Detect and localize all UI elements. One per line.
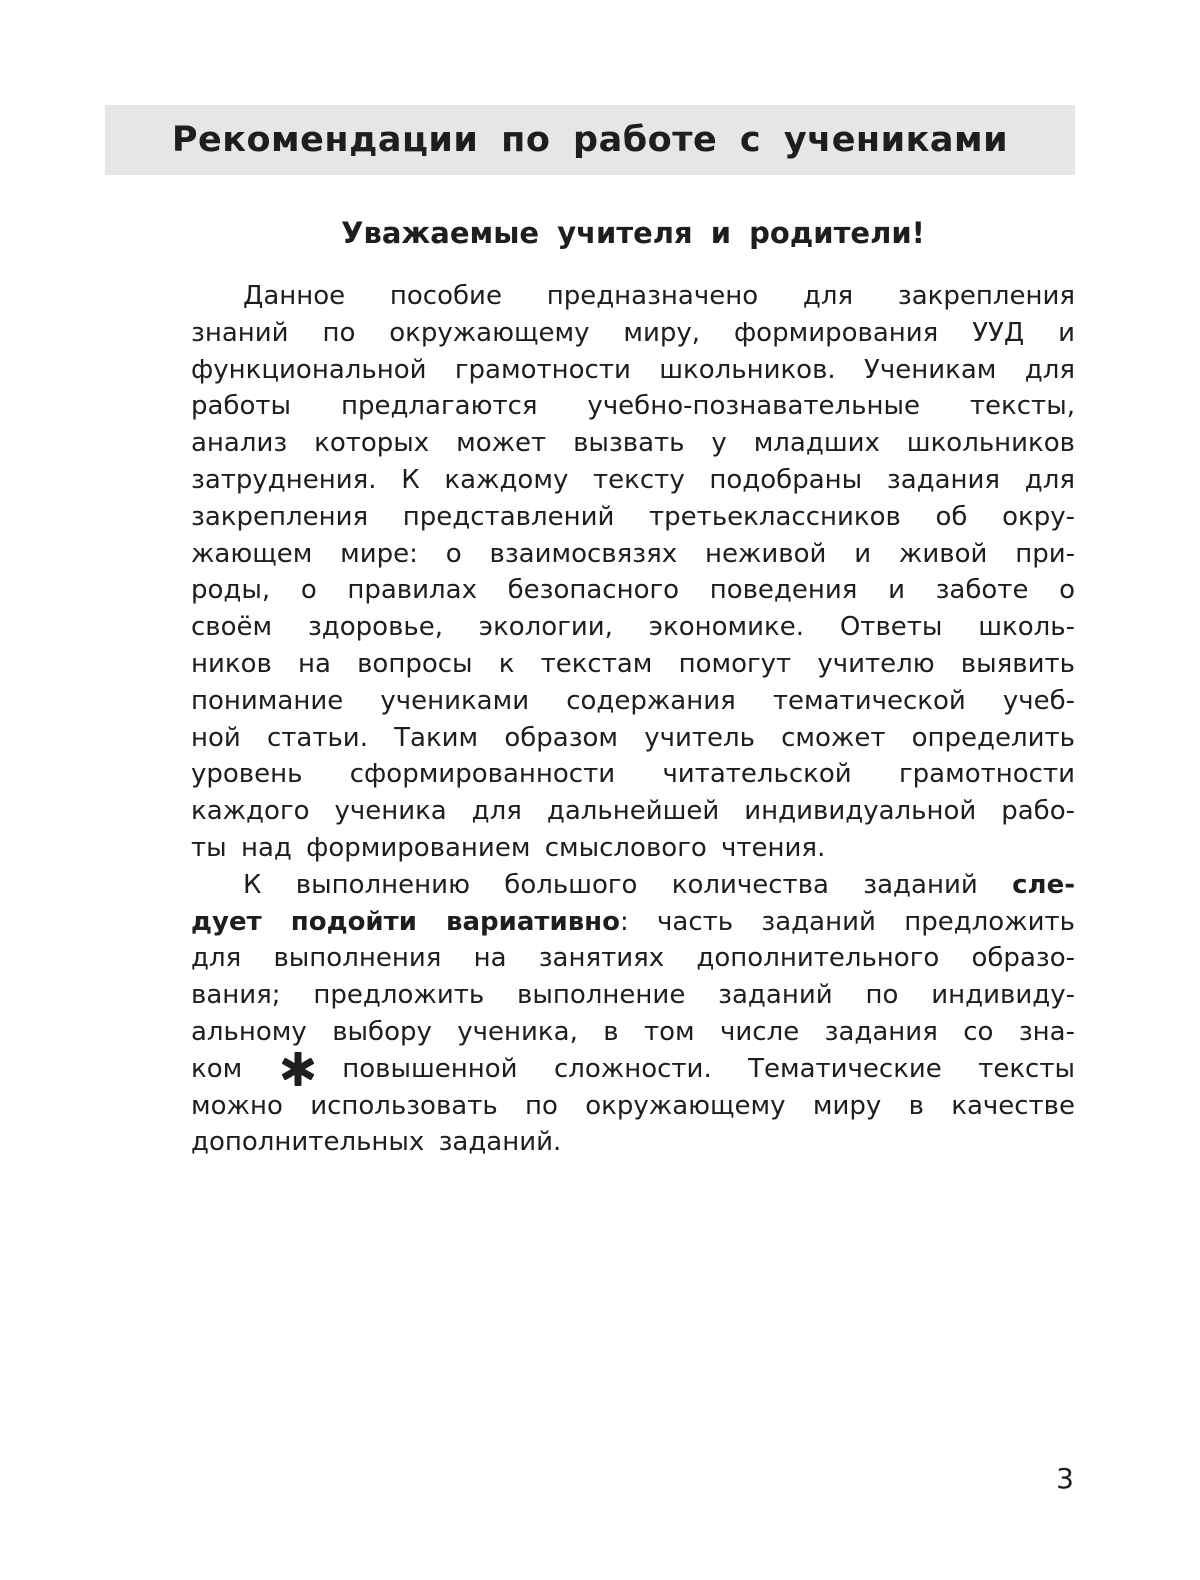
text-line: понимание учениками содержания тематической учеб- [191, 685, 1075, 716]
section-title: Рекомендации по работе с учениками [171, 120, 1009, 160]
text-line: вания; предложить выполнение заданий по индивиду- [191, 980, 1075, 1011]
text-line: жающем мире: о взаимосвязях неживой и живой при- [191, 538, 1075, 569]
text-fragment: повышенной сложности. Тематические тексты [342, 1053, 1075, 1084]
section-header [105, 105, 1075, 175]
text-line: уровень сформированности читательской грамотности [191, 759, 1075, 790]
text-line: каждого ученика для дальнейшей индивидуальной рабо- [191, 796, 1075, 827]
paragraph-recommendations [191, 867, 1075, 1161]
paragraph-intro [191, 278, 1075, 867]
page-number: 3 [1056, 1462, 1074, 1495]
text-line: своём здоровье, экологии, экономике. Ответы школь- [191, 612, 1075, 643]
text-line [191, 867, 1075, 904]
text-line: можно использовать по окружающему миру в качестве [191, 1090, 1075, 1121]
text-line: закрепления представлений третьеклассников об окру- [191, 501, 1075, 532]
text-line: дополнительных заданий. [191, 1127, 562, 1158]
text-line: ты над формированием смыслового чтения. [191, 832, 826, 863]
text-line: функциональной грамотности школьников. Ученикам для [191, 354, 1075, 385]
greeting-heading: Уважаемые учителя и родители! [341, 216, 925, 250]
text-line: альному выбору ученика, в том числе задания со зна- [191, 1016, 1075, 1047]
text-fragment: К выполнению большого количества заданий [243, 869, 1013, 900]
text-line: роды, о правилах безопасного поведения и заботе о [191, 575, 1075, 606]
text-line [191, 904, 1075, 941]
text-line: Данное пособие предназначено для закрепления [243, 281, 1075, 311]
text-line: знаний по окружающему миру, формирования УУД и [191, 317, 1075, 348]
text-line: ников на вопросы к текстам помогут учителю выявить [191, 648, 1075, 679]
bold-emphasis: сле- [1012, 869, 1075, 900]
body-text [191, 278, 1075, 1161]
text-fragment: : часть заданий предложить [619, 906, 1075, 937]
bold-emphasis: дует подойти вариативно [191, 906, 620, 937]
text-line: ной статьи. Таким образом учитель сможет определить [191, 722, 1075, 753]
asterisk-icon [276, 1051, 320, 1087]
text-line: анализ которых может вызвать у младших школьников [191, 428, 1075, 459]
text-line: работы предлагаются учебно-познавательные тексты, [191, 391, 1075, 422]
text-fragment: ком [191, 1053, 243, 1084]
text-line: для выполнения на занятиях дополнительного образо- [191, 943, 1075, 974]
text-line: затруднения. К каждому тексту подобраны задания для [191, 464, 1075, 495]
text-line [191, 1051, 1075, 1088]
